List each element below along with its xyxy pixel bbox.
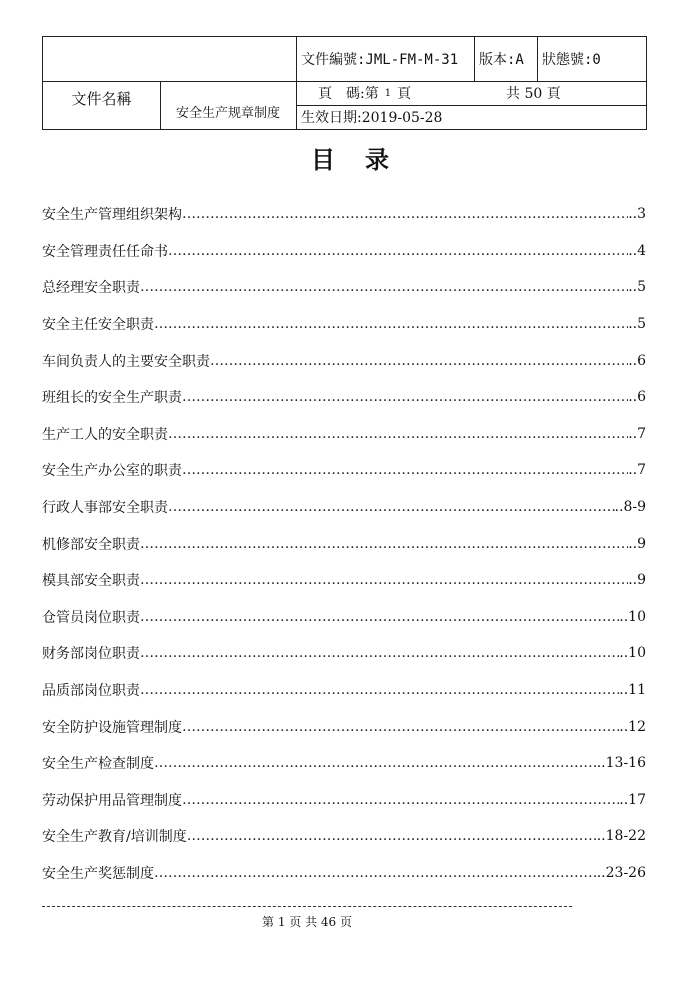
- effective-date: 生效日期:2019-05-28: [301, 110, 443, 126]
- toc-entry-page: ..3: [628, 206, 646, 223]
- toc-entry[interactable]: [42, 269, 646, 306]
- header-col-divider: [474, 37, 475, 81]
- toc-entry[interactable]: [42, 672, 646, 709]
- toc-entry-label: 财务部岗位职责: [42, 646, 140, 663]
- toc-leader-dots: [182, 462, 628, 478]
- toc-entry-label: 车间负责人的主要安全职责: [42, 353, 210, 370]
- toc-leader-dots: [140, 609, 619, 625]
- toc-leader-dots: [182, 389, 628, 405]
- toc-leader-dots: [140, 572, 628, 588]
- toc-leader-dots: [140, 279, 628, 295]
- page-label-text: 頁 碼:第: [318, 86, 379, 102]
- toc-entry-label: 行政人事部安全职责: [42, 500, 168, 517]
- doc-status: 狀態號:0: [542, 52, 601, 68]
- toc-entry[interactable]: [42, 855, 646, 892]
- file-name-value: 安全生产规章制度: [175, 105, 280, 121]
- toc-entry[interactable]: [42, 782, 646, 819]
- toc-entry[interactable]: [42, 233, 646, 270]
- toc-entry-page: ..9: [628, 572, 646, 589]
- toc-leader-dots: [140, 682, 619, 698]
- toc-leader-dots: [140, 536, 628, 552]
- toc-entry-label: 模具部安全职责: [42, 573, 140, 590]
- table-of-contents: [42, 196, 646, 891]
- page-title: 目录: [311, 146, 419, 174]
- toc-entry-page: ..23-26: [596, 864, 646, 881]
- toc-entry-page: ..11: [619, 682, 646, 699]
- header-col-divider: [537, 37, 538, 81]
- toc-entry-page: ..9: [628, 535, 646, 552]
- toc-entry-label: 安全管理责任任命书: [42, 243, 168, 260]
- page-footer: 第 1 页 共 46 页: [262, 915, 352, 929]
- toc-entry-page: ..10: [619, 608, 646, 625]
- toc-entry-page: ..13-16: [596, 755, 646, 772]
- toc-entry[interactable]: [42, 196, 646, 233]
- toc-leader-dots: [182, 719, 619, 735]
- toc-entry-label: 安全主任安全职责: [42, 317, 154, 334]
- toc-entry-label: 安全生产办公室的职责: [42, 463, 182, 480]
- toc-leader-dots: [168, 243, 628, 259]
- toc-entry[interactable]: [42, 416, 646, 453]
- toc-entry-page: ..10: [619, 645, 646, 662]
- toc-entry[interactable]: [42, 379, 646, 416]
- toc-entry-page: ..8-9: [614, 499, 646, 516]
- toc-entry-label: 劳动保护用品管理制度: [42, 792, 182, 809]
- toc-entry[interactable]: [42, 525, 646, 562]
- toc-entry-label: 安全防护设施管理制度: [42, 719, 182, 736]
- toc-entry[interactable]: [42, 745, 646, 782]
- toc-leader-dots: [210, 353, 628, 369]
- toc-entry-label: 班组长的安全生产职责: [42, 390, 182, 407]
- toc-entry-page: ..7: [628, 425, 646, 442]
- toc-entry-page: ..5: [628, 316, 646, 333]
- toc-entry-page: ..4: [628, 242, 646, 259]
- toc-entry-label: 生产工人的安全职责: [42, 426, 168, 443]
- toc-leader-dots: [182, 206, 628, 222]
- toc-leader-dots: [168, 499, 615, 515]
- toc-leader-dots: [154, 316, 628, 332]
- footer-divider: [42, 906, 572, 907]
- toc-entry-page: ..18-22: [596, 828, 646, 845]
- file-name-label: 文件名稱: [71, 89, 132, 108]
- toc-leader-dots: [140, 645, 619, 661]
- doc-number: 文件編號:JML-FM-M-31: [301, 52, 459, 68]
- toc-entry[interactable]: [42, 306, 646, 343]
- toc-leader-dots: [182, 792, 619, 808]
- toc-entry[interactable]: [42, 818, 646, 855]
- toc-entry-page: ..6: [628, 352, 646, 369]
- toc-entry[interactable]: [42, 562, 646, 599]
- toc-entry[interactable]: [42, 635, 646, 672]
- page-total: 共 50 頁: [506, 86, 561, 102]
- toc-entry[interactable]: [42, 708, 646, 745]
- header-col-divider: [296, 37, 297, 129]
- page-unit: 頁: [397, 86, 412, 102]
- doc-version: 版本:A: [479, 52, 524, 68]
- toc-entry-label: 机修部安全职责: [42, 536, 140, 553]
- toc-entry-label: 安全生产教育/培训制度: [42, 829, 187, 846]
- toc-entry-page: ..5: [628, 279, 646, 296]
- toc-entry-label: 仓管员岗位职责: [42, 609, 140, 626]
- page-label: [318, 81, 411, 105]
- document-header-table: [42, 36, 647, 130]
- toc-entry-label: 总经理安全职责: [42, 280, 140, 297]
- toc-entry-page: ..7: [628, 462, 646, 479]
- toc-entry-label: 品质部岗位职责: [42, 683, 140, 700]
- toc-entry[interactable]: [42, 489, 646, 526]
- toc-entry[interactable]: [42, 599, 646, 636]
- toc-entry-label: 安全生产奖惩制度: [42, 865, 154, 882]
- toc-entry-label: 安全生产检查制度: [42, 756, 154, 773]
- toc-entry-label: 安全生产管理组织架构: [42, 207, 182, 224]
- page-number: 1: [384, 87, 392, 99]
- toc-entry-page: ..6: [628, 389, 646, 406]
- toc-entry[interactable]: [42, 342, 646, 379]
- toc-leader-dots: [154, 865, 597, 881]
- toc-entry-page: ..17: [619, 791, 646, 808]
- toc-entry[interactable]: [42, 452, 646, 489]
- toc-leader-dots: [168, 426, 628, 442]
- toc-leader-dots: [154, 755, 597, 771]
- toc-entry-page: ..12: [619, 718, 646, 735]
- toc-leader-dots: [187, 828, 597, 844]
